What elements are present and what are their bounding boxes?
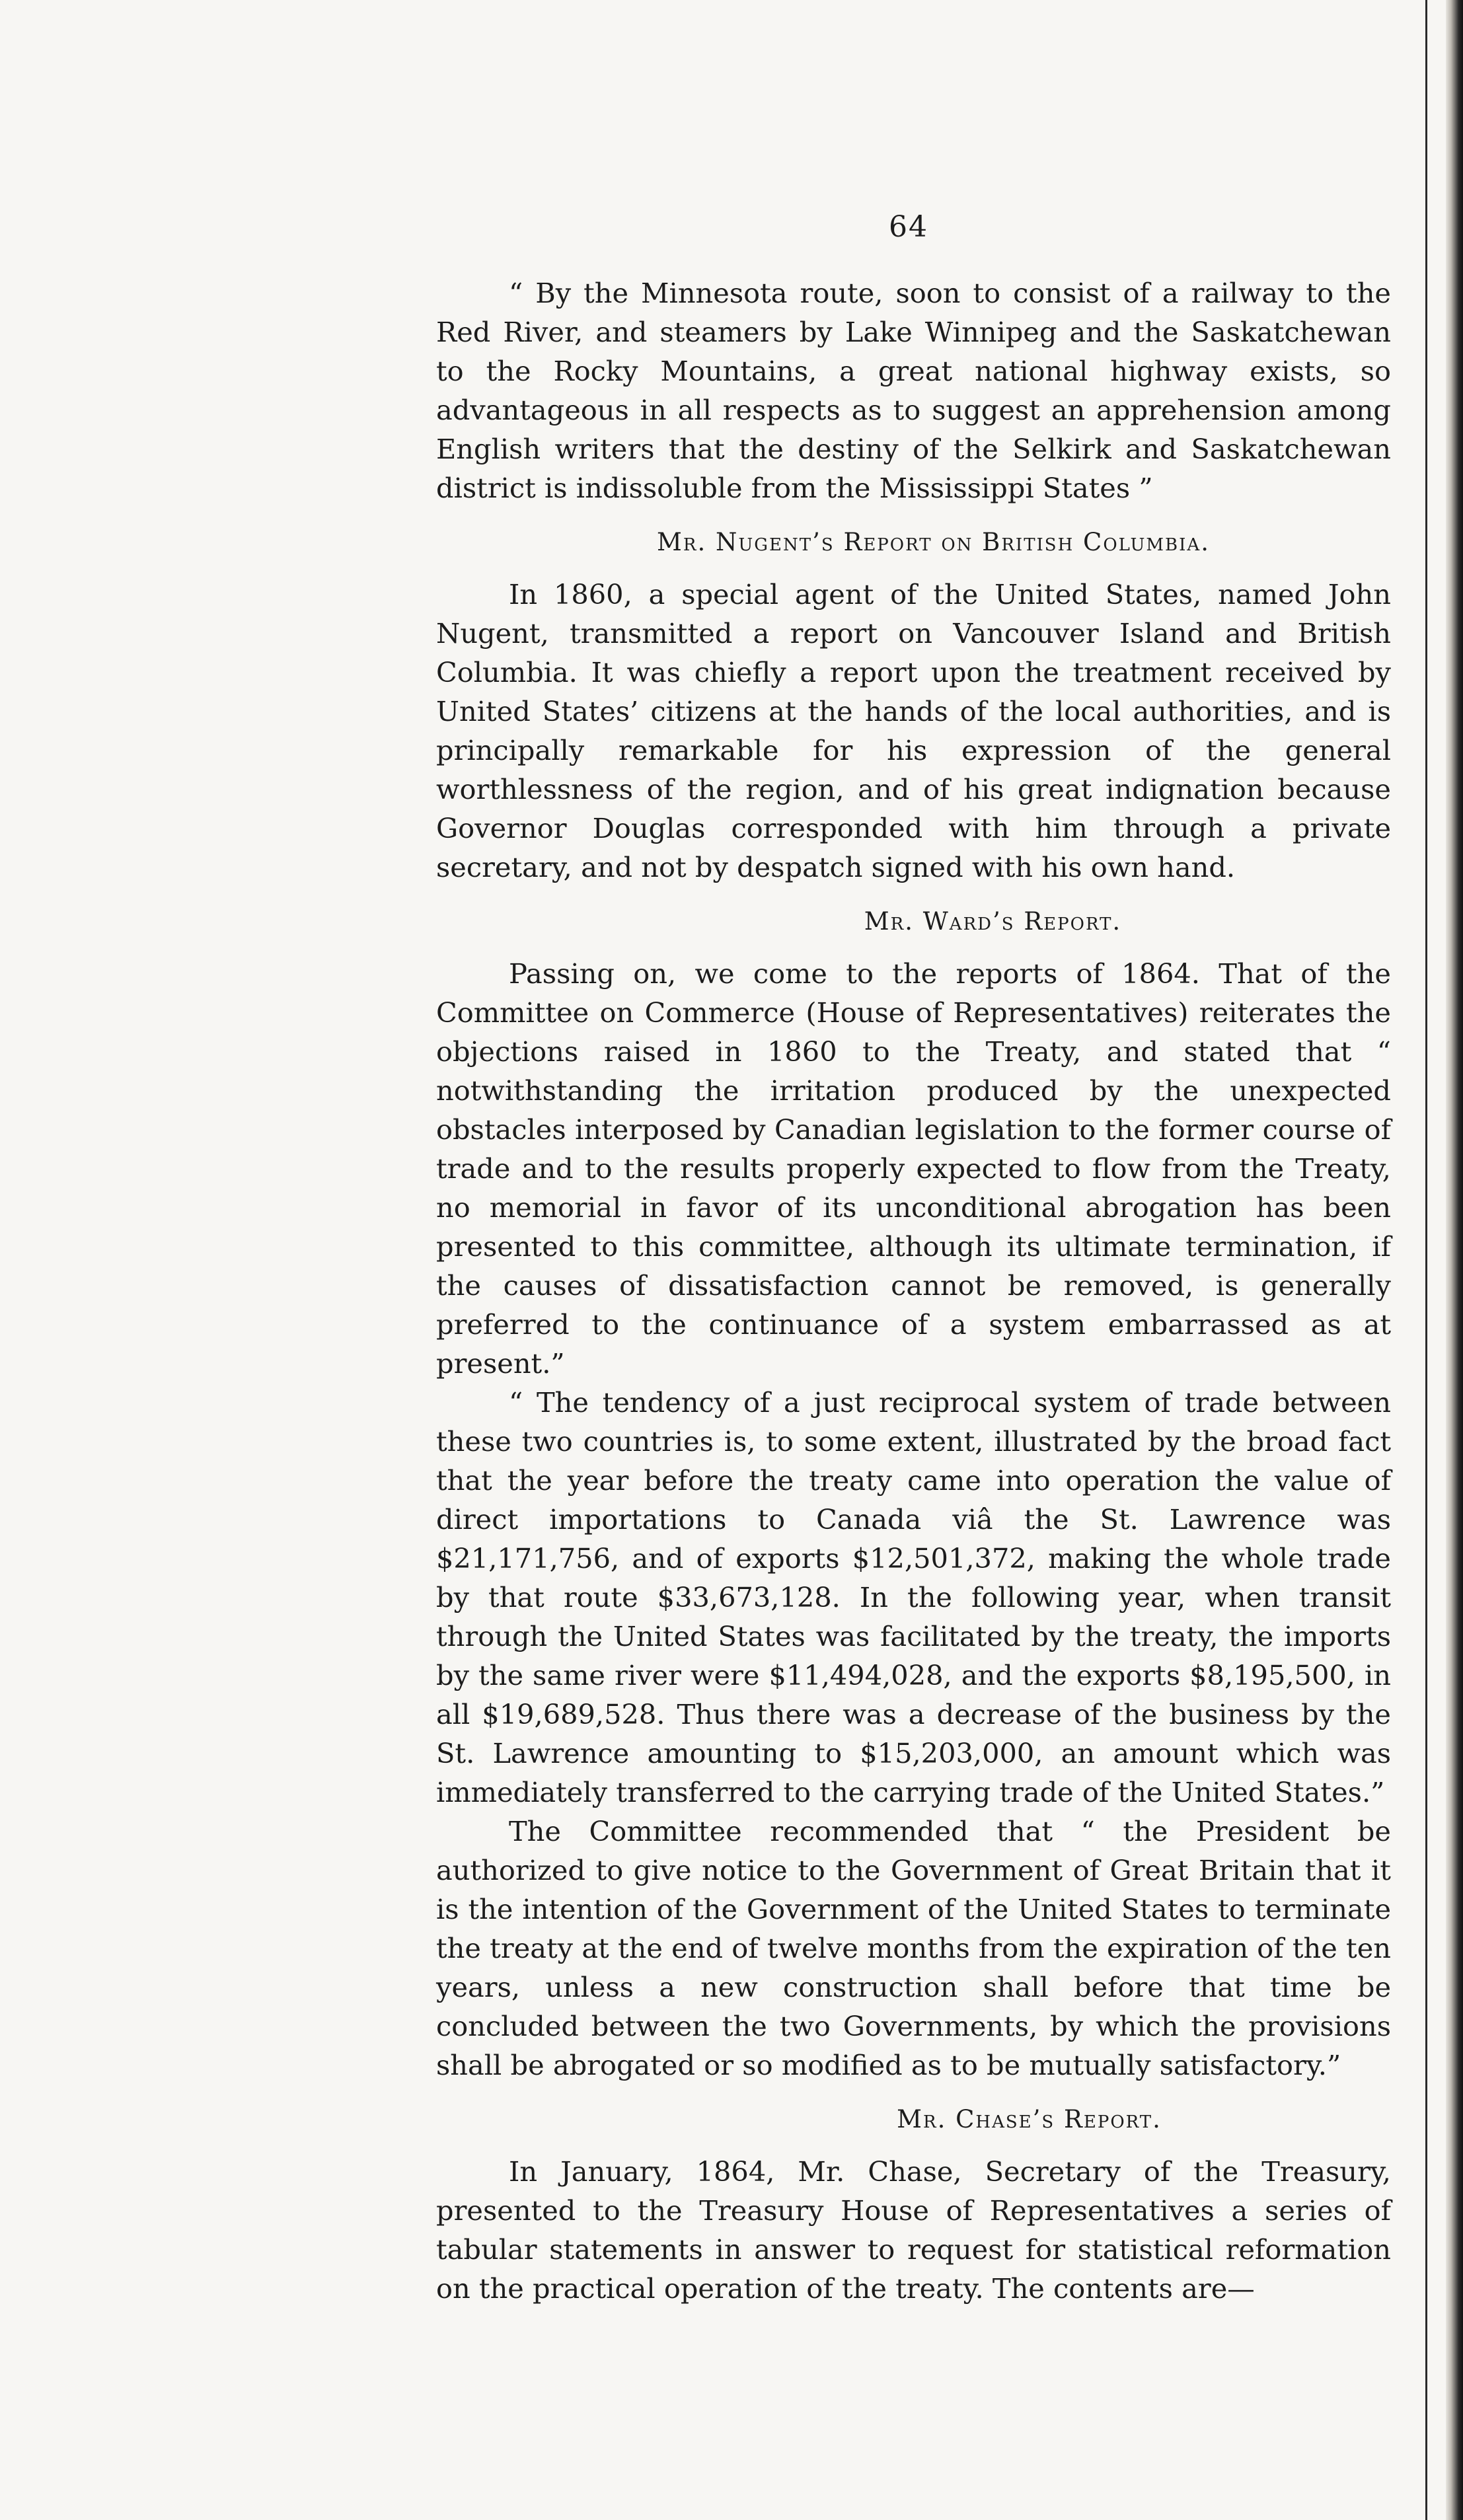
page-edge-line	[1425, 0, 1427, 2520]
page-number: 64	[889, 210, 928, 244]
heading-ward-report: Mr. Ward’s Report.	[864, 907, 1122, 936]
paragraph-minnesota-route-quote: “ By the Minnesota route, soon to consist of a railway to the Red River, and steamers by Lake Winnipeg and the Saskatchewan to the Rocky Mountains, a great national highway exists, so advantageous in all respects as to suggest an apprehension among English writers that the destiny of the Selkirk and Saskatchewan district is indissoluble from the Mississippi States ”	[436, 277, 1391, 504]
heading-chase-report: Mr. Chase’s Report.	[897, 2105, 1162, 2133]
paragraph-ward-report-trade-quote: “ The tendency of a just reciprocal system of trade between these two countries is, to some extent, illustrated by the broad fact that the year before the treaty came into operation the value of direct importations to Canada viâ the St. Lawrence was $21,171,756, and of exports $12,501,372, making the whole trade by that route $33,673,128. In the following year, when transit through the United States was facilitated by the treaty, the imports by the same river were $11,494,028, and the exports $8,195,500, in all $19,689,528. Thus there was a decrease of the business by the St. Lawrence amounting to $15,203,000, an amount which was immediately transferred to the carrying trade of the United States.”	[436, 1386, 1391, 1808]
body-text	[436, 274, 1391, 2308]
paragraph-ward-report-intro: Passing on, we come to the reports of 1864. That of the Committee on Commerce (House of Representatives) reiterates the objections raised in 1860 to the Treaty, and stated that “ notwithstanding the irritation produced by the unexpected obstacles interposed by Canadian legislation to the former course of trade and to the results properly expected to flow from the Treaty, no memorial in favor of its unconditional abrogation has been presented to this committee, although its ultimate termination, if the causes of dissatisfaction cannot be removed, is generally preferred to the continuance of a system embarrassed as at present.”	[436, 957, 1391, 1380]
heading-nugent-report: Mr. Nugent’s Report on British Columbia.	[657, 528, 1210, 556]
paragraph-chase-report: In January, 1864, Mr. Chase, Secretary of the Treasury, presented to the Treasury House of Representatives a series of tabular statements in answer to request for statistical reformation on the practical operation of the treaty. The contents are—	[436, 2155, 1391, 2305]
paragraph-nugent-report: In 1860, a special agent of the United States, named John Nugent, transmitted a report on Vancouver Island and British Columbia. It was chiefly a report upon the treatment received by United States’ citizens at the hands of the local authorities, and is principally remarkable for his expression of the general worthlessness of the region, and of his great indignation because Governor Douglas corresponded with him through a private secretary, and not by despatch signed with his own hand.	[436, 578, 1391, 883]
paragraph-ward-report-recommendation: The Committee recommended that “ the President be authorized to give notice to the Government of Great Britain that it is the intention of the Government of the United States to terminate the treaty at the end of twelve months from the expiration of the ten years, unless a new construction shall before that time be concluded between the two Governments, by which the provisions shall be abrogated or so modified as to be mutually satisfactory.”	[436, 1815, 1391, 2081]
page-edge-shadow	[1446, 0, 1463, 2520]
